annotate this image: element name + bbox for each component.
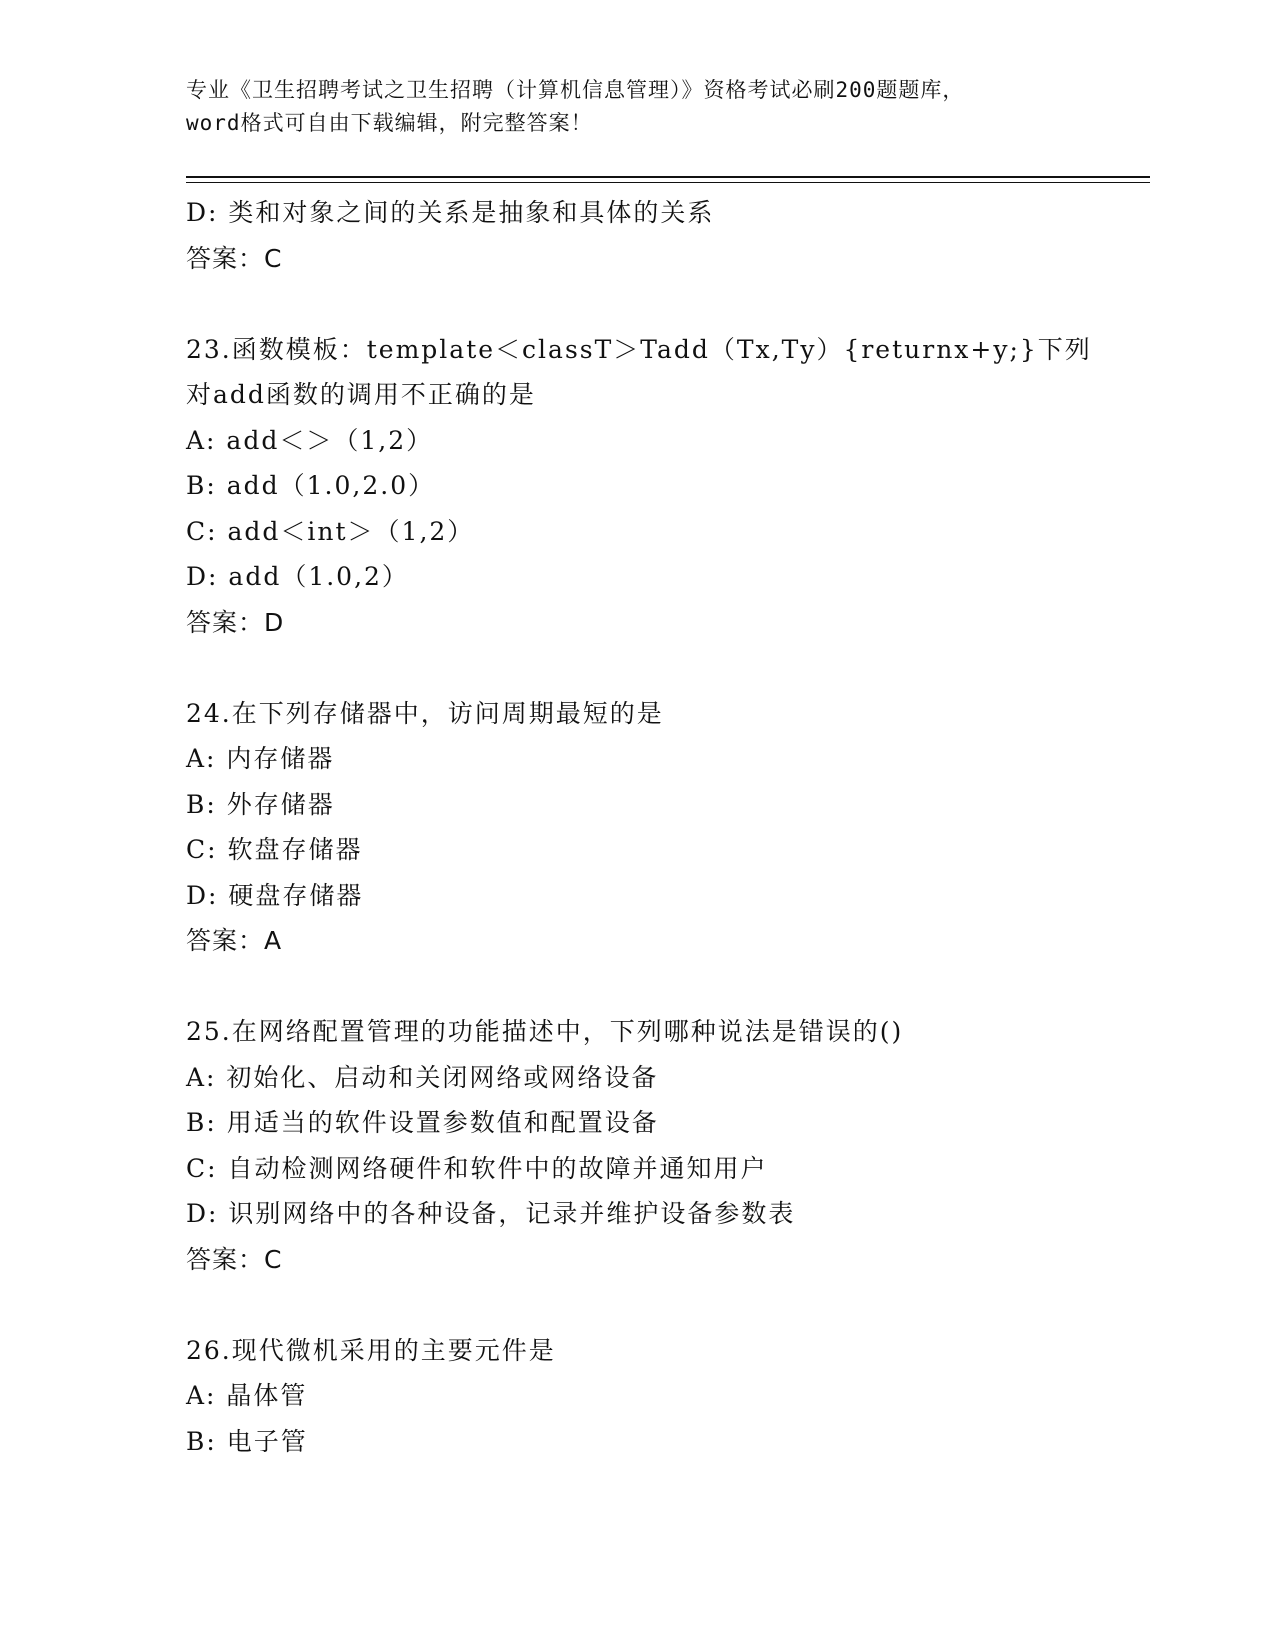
question-stem: 24.在下列存储器中，访问周期最短的是 — [186, 698, 664, 728]
answer: 答案：D — [186, 607, 285, 637]
option-b: B: 外存储器 — [186, 789, 335, 819]
answer: 答案：A — [186, 926, 283, 955]
option-b: B: 用适当的软件设置参数值和配置设备 — [186, 1108, 659, 1137]
option-b: B: add（1.0,2.0） — [186, 471, 436, 500]
spacer — [186, 964, 1146, 1010]
answer: 答案：C — [186, 1244, 283, 1274]
spacer — [186, 645, 1146, 691]
question-stem-continued: 对add函数的调用不正确的是 — [186, 380, 536, 409]
header-line-1: 专业《卫生招聘考试之卫生招聘（计算机信息管理）》资格考试必刷200题题库， — [186, 78, 965, 102]
option-c: C: 软盘存储器 — [186, 835, 363, 864]
option-c: C: add＜int＞（1,2） — [186, 516, 475, 546]
option-c: C: 自动检测网络硬件和软件中的故障并通知用户 — [186, 1153, 768, 1183]
header-divider-thin — [186, 182, 1150, 183]
question-stem: 26.现代微机采用的主要元件是 — [186, 1335, 556, 1365]
option-b: B: 电子管 — [186, 1426, 308, 1456]
option-d: D: 识别网络中的各种设备，记录并维护设备参数表 — [186, 1199, 796, 1228]
question-stem: 23.函数模板：template＜classT＞Tadd（Tx,Ty）{returnx+y;}下列 — [186, 334, 1092, 364]
question-stem: 25.在网络配置管理的功能描述中，下列哪种说法是错误的() — [186, 1017, 904, 1046]
question-24 — [186, 691, 1146, 964]
spacer — [186, 281, 1146, 327]
question-26 — [186, 1328, 1146, 1465]
option-a: A: 内存储器 — [186, 744, 335, 773]
question-23 — [186, 327, 1146, 646]
option-a: A: add＜＞（1,2） — [186, 425, 434, 455]
option-a: A: 晶体管 — [186, 1381, 308, 1410]
prev-answer: 答案：C — [186, 243, 283, 273]
header-divider-thick — [186, 176, 1150, 178]
option-a: A: 初始化、启动和关闭网络或网络设备 — [186, 1062, 659, 1092]
prev-option-d: D: 类和对象之间的关系是抽象和具体的关系 — [186, 198, 715, 227]
header-line-2: word格式可自由下载编辑，附完整答案！ — [186, 111, 593, 135]
option-d: D: 硬盘存储器 — [186, 880, 364, 910]
question-body — [186, 190, 1146, 1464]
question-25 — [186, 1009, 1146, 1282]
document-header — [186, 74, 1086, 140]
option-d: D: add（1.0,2） — [186, 562, 409, 591]
spacer — [186, 1282, 1146, 1328]
